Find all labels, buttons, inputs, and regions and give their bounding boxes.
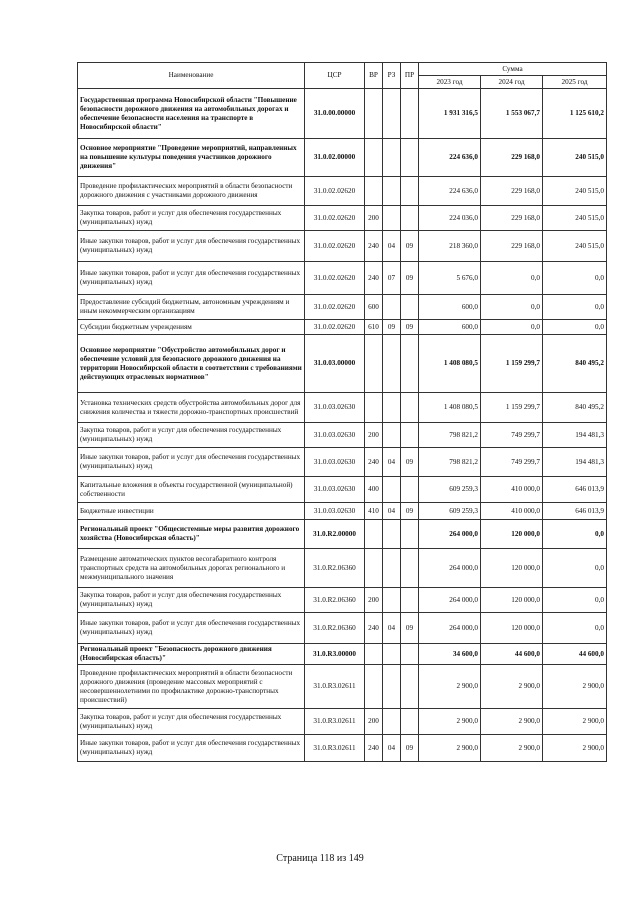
row-2025-cell: 0,0 [543,520,607,549]
row-rz-cell: 04 [383,735,401,762]
row-2024-cell: 1 553 067,7 [481,89,543,139]
row-rz-cell: 04 [383,503,401,520]
row-name-cell: Капитальные вложения в объекты государственной (муниципальной) собственности [78,477,305,503]
row-pr-cell [401,549,419,588]
row-pr-cell [401,477,419,503]
row-2023-cell: 264 000,0 [419,588,481,613]
row-rz-cell [383,206,401,231]
row-2024-cell: 229 168,0 [481,177,543,206]
row-pr-cell [401,335,419,393]
row-name-cell: Размещение автоматических пунктов весогабаритного контроля транспортных средств на автомобильных дорогах регионального и межмуниципального значения [78,549,305,588]
row-name-cell: Закупка товаров, работ и услуг для обеспечения государственных (муниципальных) нужд [78,588,305,613]
row-2025-cell: 0,0 [543,613,607,644]
row-vr-cell: 200 [365,588,383,613]
row-csr-cell: 31.0.03.02630 [305,423,365,448]
row-name-cell: Основное мероприятие "Проведение мероприятий, направленных на повышение культуры поведения участников дорожного движения" [78,139,305,177]
row-name-cell: Региональный проект "Общесистемные меры развития дорожного хозяйства (Новосибирская область)" [78,520,305,549]
row-vr-cell: 600 [365,295,383,320]
table-row [78,644,607,665]
row-rz-cell [383,177,401,206]
row-pr-cell: 09 [401,262,419,295]
row-vr-cell [365,520,383,549]
row-2024-cell: 229 168,0 [481,139,543,177]
page-footer: Страница 118 из 149 [276,853,364,864]
row-vr-cell: 240 [365,262,383,295]
table-row [78,709,607,735]
row-vr-cell: 240 [365,448,383,477]
row-name-cell: Региональный проект "Безопасность дорожного движения (Новосибирская область)" [78,644,305,665]
table-row [78,613,607,644]
row-name-cell: Субсидии бюджетным учреждениям [78,320,305,335]
row-name-cell: Иные закупки товаров, работ и услуг для обеспечения государственных (муниципальных) нужд [78,262,305,295]
row-2023-cell: 5 676,0 [419,262,481,295]
row-2025-cell: 0,0 [543,262,607,295]
row-vr-cell [365,335,383,393]
row-2024-cell: 749 299,7 [481,423,543,448]
row-2024-cell: 410 000,0 [481,477,543,503]
table-row [78,177,607,206]
row-rz-cell [383,520,401,549]
row-2023-cell: 798 821,2 [419,423,481,448]
row-csr-cell: 31.0.R3.02611 [305,665,365,709]
table-row [78,295,607,320]
row-2025-cell: 2 900,0 [543,735,607,762]
row-2024-cell: 2 900,0 [481,709,543,735]
row-2024-cell: 120 000,0 [481,520,543,549]
row-pr-cell [401,520,419,549]
row-vr-cell: 200 [365,423,383,448]
row-rz-cell: 04 [383,448,401,477]
row-pr-cell [401,139,419,177]
header-year-2025: 2025 год [543,76,607,89]
row-rz-cell: 09 [383,320,401,335]
row-2023-cell: 600,0 [419,320,481,335]
header-sum: Сумма [419,63,607,76]
row-csr-cell: 31.0.03.02630 [305,448,365,477]
row-pr-cell [401,644,419,665]
row-pr-cell [401,665,419,709]
row-csr-cell: 31.0.02.02620 [305,177,365,206]
row-pr-cell [401,709,419,735]
row-rz-cell [383,393,401,423]
row-rz-cell [383,335,401,393]
row-pr-cell: 09 [401,613,419,644]
table-row [78,588,607,613]
row-2025-cell: 194 481,3 [543,423,607,448]
row-rz-cell [383,588,401,613]
table-row [78,520,607,549]
row-2024-cell: 120 000,0 [481,613,543,644]
row-vr-cell [365,644,383,665]
row-csr-cell: 31.0.02.00000 [305,139,365,177]
row-2023-cell: 1 408 080,5 [419,393,481,423]
row-2024-cell: 2 900,0 [481,735,543,762]
row-rz-cell [383,139,401,177]
row-pr-cell [401,206,419,231]
header-rz: РЗ [383,63,401,89]
row-vr-cell: 610 [365,320,383,335]
row-2023-cell: 798 821,2 [419,448,481,477]
row-name-cell: Проведение профилактических мероприятий в области безопасности дорожного движения (проведение массовых мероприятий с несовершеннолетними по профилактике дорожно-транспортных происшествий) [78,665,305,709]
table-row [78,423,607,448]
row-name-cell: Иные закупки товаров, работ и услуг для обеспечения государственных (муниципальных) нужд [78,613,305,644]
row-rz-cell [383,423,401,448]
row-pr-cell [401,177,419,206]
row-name-cell: Закупка товаров, работ и услуг для обеспечения государственных (муниципальных) нужд [78,709,305,735]
row-vr-cell [365,139,383,177]
row-2025-cell: 840 495,2 [543,393,607,423]
row-vr-cell: 240 [365,735,383,762]
row-2024-cell: 410 000,0 [481,503,543,520]
row-2023-cell: 2 900,0 [419,735,481,762]
row-2025-cell: 240 515,0 [543,139,607,177]
row-vr-cell [365,549,383,588]
row-name-cell: Иные закупки товаров, работ и услуг для обеспечения государственных (муниципальных) нужд [78,448,305,477]
row-name-cell: Основное мероприятие "Обустройство автомобильных дорог и обеспечение условий для безопасного дорожного движения на территории Новосибирской области в соответствии с требованиями действующих отраслевых нормативов" [78,335,305,393]
row-2024-cell: 44 600,0 [481,644,543,665]
row-pr-cell [401,588,419,613]
row-2024-cell: 749 299,7 [481,448,543,477]
row-2023-cell: 218 360,0 [419,231,481,262]
row-name-cell: Предоставление субсидий бюджетным, автономным учреждениям и иным некоммерческим организациям [78,295,305,320]
row-name-cell: Установка технических средств обустройства автомобильных дорог для снижения количества и тяжести дорожно-транспортных происшествий [78,393,305,423]
table-row [78,89,607,139]
header-year-2024: 2024 год [481,76,543,89]
row-2025-cell: 646 013,9 [543,477,607,503]
row-2023-cell: 224 636,0 [419,177,481,206]
row-name-cell: Иные закупки товаров, работ и услуг для обеспечения государственных (муниципальных) нужд [78,231,305,262]
table-row [78,335,607,393]
table-row [78,549,607,588]
row-rz-cell [383,477,401,503]
row-csr-cell: 31.0.03.00000 [305,335,365,393]
row-rz-cell [383,295,401,320]
row-2024-cell: 0,0 [481,295,543,320]
row-csr-cell: 31.0.00.00000 [305,89,365,139]
header-pr: ПР [401,63,419,89]
row-2024-cell: 0,0 [481,320,543,335]
row-csr-cell: 31.0.R3.00000 [305,644,365,665]
row-csr-cell: 31.0.R2.00000 [305,520,365,549]
row-rz-cell [383,644,401,665]
row-name-cell: Государственная программа Новосибирской области "Повышение безопасности дорожного движения на автомобильных дорогах и обеспечение безопасности населения на транспорте в Новосибирской области" [78,89,305,139]
row-vr-cell [365,665,383,709]
row-2025-cell: 240 515,0 [543,206,607,231]
row-rz-cell [383,549,401,588]
row-2025-cell: 240 515,0 [543,177,607,206]
row-2023-cell: 600,0 [419,295,481,320]
row-2024-cell: 120 000,0 [481,588,543,613]
table-row [78,393,607,423]
row-rz-cell: 04 [383,613,401,644]
table-row [78,139,607,177]
row-rz-cell [383,709,401,735]
row-pr-cell [401,295,419,320]
row-2023-cell: 224 036,0 [419,206,481,231]
row-vr-cell: 240 [365,613,383,644]
row-2024-cell: 1 159 299,7 [481,335,543,393]
document-page [77,62,606,762]
header-year-2023: 2023 год [419,76,481,89]
table-row [78,503,607,520]
row-csr-cell: 31.0.03.02630 [305,393,365,423]
row-pr-cell: 09 [401,231,419,262]
row-2025-cell: 646 013,9 [543,503,607,520]
row-2023-cell: 609 259,3 [419,503,481,520]
row-2025-cell: 0,0 [543,295,607,320]
row-2023-cell: 34 600,0 [419,644,481,665]
row-name-cell: Закупка товаров, работ и услуг для обеспечения государственных (муниципальных) нужд [78,206,305,231]
row-2025-cell: 1 125 610,2 [543,89,607,139]
row-2023-cell: 224 636,0 [419,139,481,177]
row-pr-cell: 09 [401,320,419,335]
row-2024-cell: 120 000,0 [481,549,543,588]
row-2025-cell: 2 900,0 [543,665,607,709]
row-pr-cell: 09 [401,503,419,520]
row-rz-cell [383,665,401,709]
row-name-cell: Иные закупки товаров, работ и услуг для обеспечения государственных (муниципальных) нужд [78,735,305,762]
table-row [78,320,607,335]
row-2023-cell: 264 000,0 [419,549,481,588]
row-csr-cell: 31.0.02.02620 [305,295,365,320]
row-2025-cell: 2 900,0 [543,709,607,735]
row-2025-cell: 0,0 [543,588,607,613]
row-pr-cell [401,89,419,139]
row-pr-cell [401,393,419,423]
row-vr-cell: 240 [365,231,383,262]
row-2023-cell: 2 900,0 [419,665,481,709]
row-vr-cell: 200 [365,709,383,735]
header-csr: ЦСР [305,63,365,89]
row-csr-cell: 31.0.02.02620 [305,206,365,231]
row-2025-cell: 194 481,3 [543,448,607,477]
header-vr: ВР [365,63,383,89]
row-pr-cell: 09 [401,735,419,762]
table-row [78,665,607,709]
row-vr-cell: 400 [365,477,383,503]
row-vr-cell [365,393,383,423]
table-row [78,206,607,231]
row-2025-cell: 840 495,2 [543,335,607,393]
row-csr-cell: 31.0.02.02620 [305,231,365,262]
header-name: Наименование [78,63,305,89]
row-name-cell: Проведение профилактических мероприятий в области безопасности дорожного движения с участниками дорожного движения [78,177,305,206]
row-2023-cell: 264 000,0 [419,613,481,644]
row-2024-cell: 1 159 299,7 [481,393,543,423]
budget-table [77,62,607,762]
row-csr-cell: 31.0.R3.02611 [305,735,365,762]
row-csr-cell: 31.0.02.02620 [305,262,365,295]
row-2024-cell: 229 168,0 [481,231,543,262]
row-name-cell: Закупка товаров, работ и услуг для обеспечения государственных (муниципальных) нужд [78,423,305,448]
row-vr-cell [365,89,383,139]
table-body [78,89,607,762]
row-2023-cell: 264 000,0 [419,520,481,549]
row-2025-cell: 240 515,0 [543,231,607,262]
table-row [78,262,607,295]
row-vr-cell: 200 [365,206,383,231]
row-csr-cell: 31.0.R2.06360 [305,588,365,613]
table-row [78,477,607,503]
row-2023-cell: 609 259,3 [419,477,481,503]
row-csr-cell: 31.0.R2.06360 [305,549,365,588]
row-2024-cell: 2 900,0 [481,665,543,709]
table-row [78,448,607,477]
row-pr-cell [401,423,419,448]
row-2025-cell: 44 600,0 [543,644,607,665]
row-2025-cell: 0,0 [543,549,607,588]
row-pr-cell: 09 [401,448,419,477]
row-csr-cell: 31.0.R3.02611 [305,709,365,735]
row-csr-cell: 31.0.03.02630 [305,477,365,503]
row-2024-cell: 229 168,0 [481,206,543,231]
row-rz-cell: 07 [383,262,401,295]
row-vr-cell [365,177,383,206]
row-csr-cell: 31.0.02.02620 [305,320,365,335]
row-2023-cell: 1 408 080,5 [419,335,481,393]
row-2023-cell: 1 931 316,5 [419,89,481,139]
table-row [78,735,607,762]
row-2024-cell: 0,0 [481,262,543,295]
row-rz-cell [383,89,401,139]
row-rz-cell: 04 [383,231,401,262]
row-vr-cell: 410 [365,503,383,520]
row-2025-cell: 0,0 [543,320,607,335]
table-row [78,231,607,262]
row-csr-cell: 31.0.R2.06360 [305,613,365,644]
row-csr-cell: 31.0.03.02630 [305,503,365,520]
row-name-cell: Бюджетные инвестиции [78,503,305,520]
row-2023-cell: 2 900,0 [419,709,481,735]
